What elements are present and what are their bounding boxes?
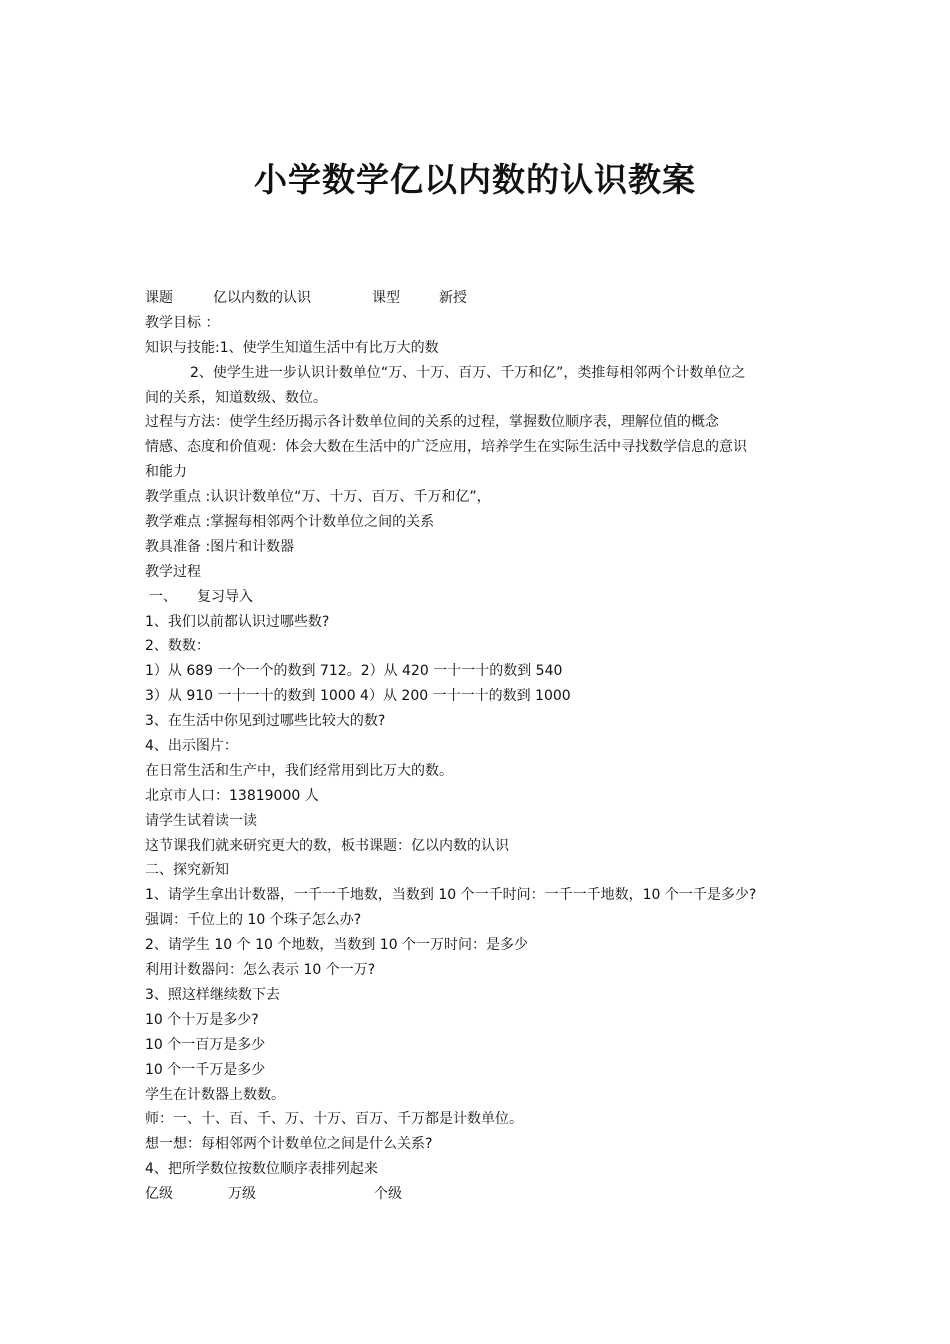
review-line: 1）从 689 一个一个的数到 712。2）从 420 一十一十的数到 540 <box>145 663 563 680</box>
goal-emotion-a: 情感、态度和价值观：体会大数在生活中的广泛应用，培养学生在实际生活中寻找数学信息的意识 <box>145 439 747 456</box>
explore-line: 师：一、十、百、千、万、十万、百万、千万都是计数单位。 <box>145 1111 523 1128</box>
materials: 教具准备 :图片和计数器 <box>145 538 295 555</box>
explore-line: 1、请学生拿出计数器，一千一千地数，当数到 10 个一千时问：一千一千地数，10 个一千是多少? <box>145 887 757 904</box>
explore-line: 利用计数器问：怎么表示 10 个一万? <box>145 962 376 979</box>
review-line: 在日常生活和生产中，我们经常用到比万大的数。 <box>145 762 453 779</box>
document-body <box>145 286 815 1207</box>
difficulties: 教学难点 :掌握每相邻两个计数单位之间的关系 <box>145 514 435 531</box>
explore-line: 10 个一千万是多少 <box>145 1061 266 1078</box>
review-line: 3、在生活中你见到过哪些比较大的数? <box>145 713 386 730</box>
review-line: 请学生试着读一读 <box>145 812 257 829</box>
review-line: 2、数数： <box>145 638 210 655</box>
document-title: 小学数学亿以内数的认识教案 <box>254 160 696 199</box>
level-yi: 亿级 <box>145 1186 173 1203</box>
section1-title: 复习导入 <box>197 588 253 605</box>
section1-number: 一、 <box>149 588 177 605</box>
goal-knowledge-2a: 2、使学生进一步认识计数单位“万、十万、百万、千万和亿”，类推每相邻两个计数单位之 <box>190 364 746 381</box>
explore-line: 3、照这样继续数下去 <box>145 986 280 1003</box>
goal-process: 过程与方法：使学生经历揭示各计数单位间的关系的过程，掌握数位顺序表，理解位值的概念 <box>145 414 719 431</box>
key-points: 教学重点 :认识计数单位“万、十万、百万、千万和亿”， <box>145 489 491 506</box>
level-wan: 万级 <box>228 1186 256 1203</box>
review-line: 1、我们以前都认识过哪些数? <box>145 613 330 630</box>
topic-row <box>145 286 815 311</box>
topic-label: 课题 <box>145 290 173 306</box>
explore-line: 学生在计数器上数数。 <box>145 1086 285 1103</box>
goals-label: 教学目标 ： <box>145 314 220 331</box>
goal-emotion-b: 和能力 <box>145 464 187 481</box>
review-line: 这节课我们就来研究更大的数，板书课题：亿以内数的认识 <box>145 837 509 854</box>
levels-row <box>145 1182 815 1207</box>
goal-knowledge-2b: 间的关系，知道数级、数位。 <box>145 389 327 406</box>
explore-line: 10 个十万是多少? <box>145 1011 259 1028</box>
review-line: 3）从 910 一十一十的数到 1000 4）从 200 一十一十的数到 1000 <box>145 688 571 705</box>
goal-knowledge-1: 知识与技能:1、使学生知道生活中有比万大的数 <box>145 339 439 356</box>
level-ge: 个级 <box>374 1186 402 1203</box>
explore-line: 强调：千位上的 10 个珠子怎么办? <box>145 912 362 929</box>
explore-line: 10 个一百万是多少 <box>145 1036 266 1053</box>
explore-line: 想一想：每相邻两个计数单位之间是什么关系? <box>145 1136 433 1153</box>
review-line: 4、出示图片： <box>145 738 238 755</box>
section2-heading: 二、探究新知 <box>145 862 229 879</box>
type-value: 新授 <box>439 290 467 306</box>
explore-line: 2、请学生 10 个 10 个地数，当数到 10 个一万时问：是多少 <box>145 937 529 954</box>
section1-heading <box>145 585 815 610</box>
process-label: 教学过程 <box>145 563 201 580</box>
review-line: 北京市人口：13819000 人 <box>145 787 319 804</box>
explore-line: 4、把所学数位按数位顺序表排列起来 <box>145 1161 378 1178</box>
topic-value: 亿以内数的认识 <box>213 290 311 306</box>
type-label: 课型 <box>372 290 400 306</box>
